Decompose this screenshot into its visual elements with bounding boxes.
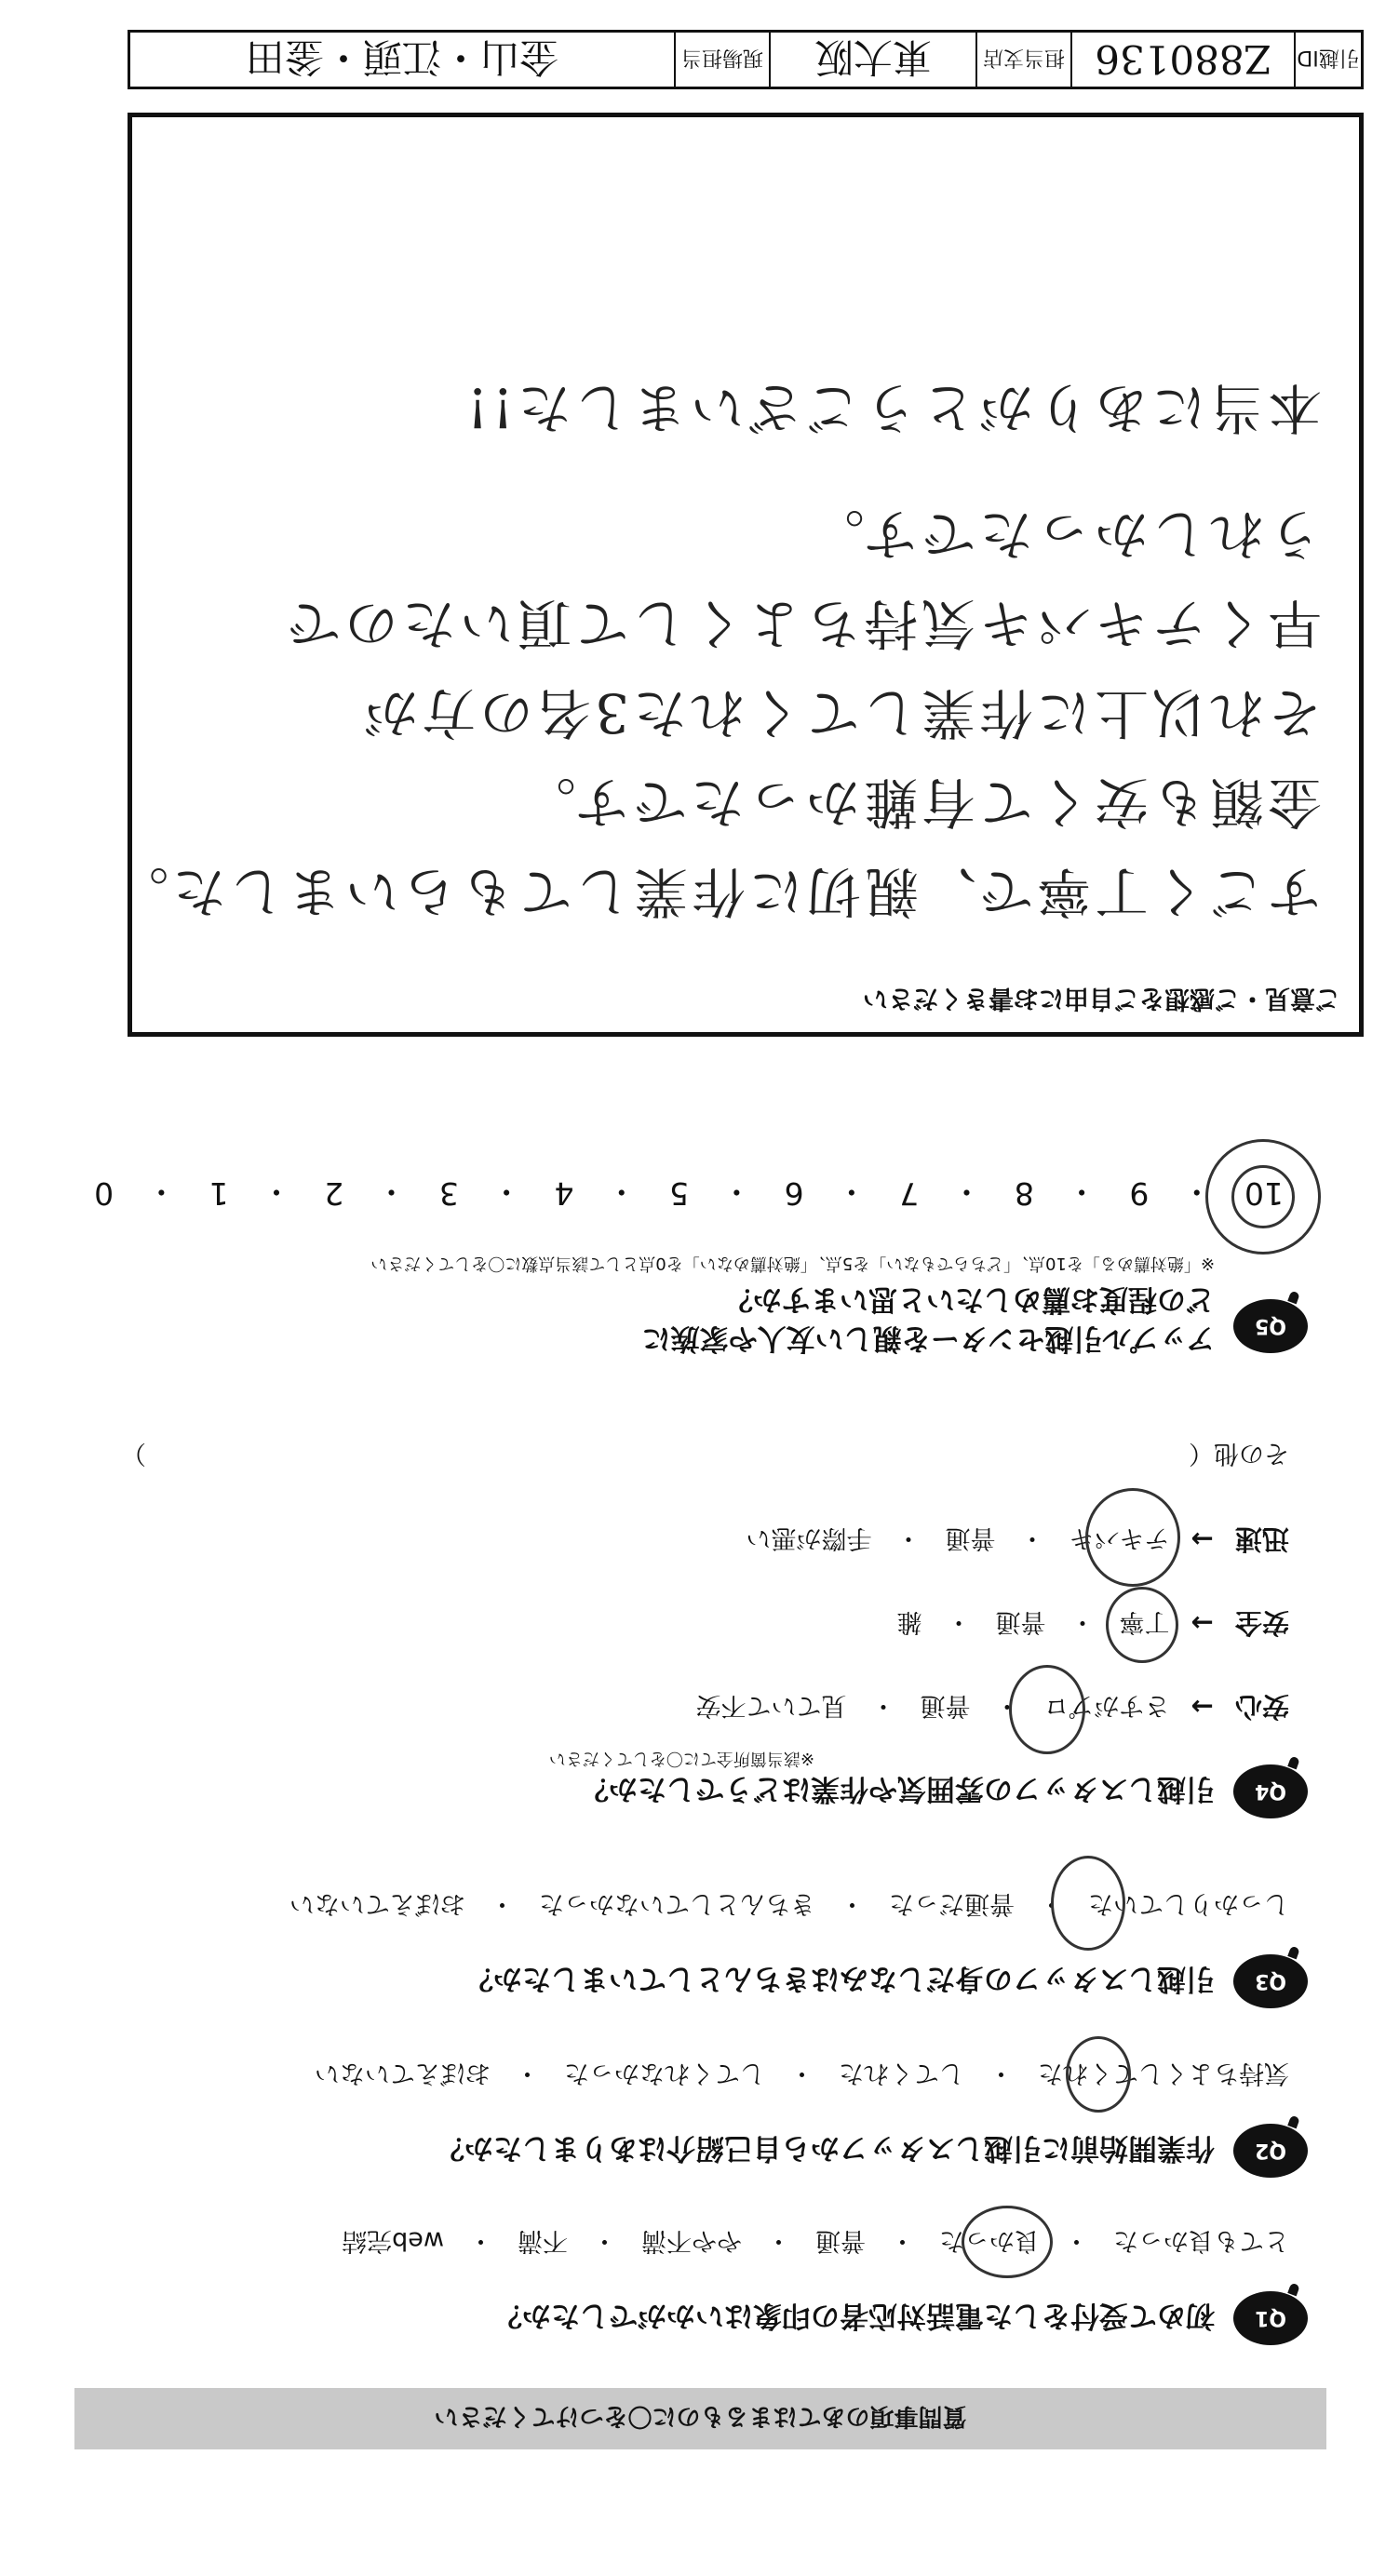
q5-badge: Q5	[1233, 1299, 1308, 1353]
id-value: Z880136	[1070, 33, 1294, 87]
instruction-band	[74, 2388, 1326, 2449]
comment-line: それ以上に作業してくれた3名の方が	[360, 681, 1322, 745]
branch-label: 担当支店	[975, 33, 1070, 87]
q4-row-jinsoku: 迅速 → テキパキ ・ 普通 ・ 手際が悪い	[746, 1522, 1289, 1560]
score-option[interactable]: 1	[209, 1175, 229, 1212]
q4-option[interactable]: 雑	[896, 1607, 922, 1636]
comment-title: ご意見・ご感想をご自由にお書きください	[863, 984, 1340, 1013]
score-option[interactable]: 6	[784, 1175, 804, 1212]
q4-option-selected[interactable]: テキパキ	[1069, 1523, 1169, 1559]
q1-option[interactable]: やや不満	[641, 2226, 742, 2255]
comment-line: うれしかったです。	[806, 503, 1322, 566]
arrow-icon: →	[1190, 1607, 1214, 1639]
q2-badge: Q2	[1233, 2124, 1308, 2178]
q2-question: 作業開始前に引越しスタッフから自己紹介はありましたか？	[436, 2131, 1215, 2165]
q5-note: ※「絶対薦める」を10点、「どちらでもない」を5点、「絶対薦めない」を0点として該当点数に〇をしてください	[370, 1254, 1215, 1273]
score-10-selected[interactable]: 10	[1244, 1175, 1284, 1212]
q1-question: 初めて受付をした電話対応者の印象はいかがでしたか？	[493, 2299, 1215, 2332]
score-option[interactable]: 4	[554, 1175, 574, 1212]
q3-options: しっかりしていた ・ 普通だった ・ きちんとしていなかった ・ おぼえていない	[289, 1888, 1289, 1925]
q4-badge: Q4	[1233, 1764, 1308, 1818]
q1-option[interactable]: とても良かった	[1113, 2226, 1289, 2255]
other-close: ）	[121, 1439, 146, 1468]
staff-value: 金山・江頭・釜田	[246, 34, 559, 80]
q3-option[interactable]: きちんとしていなかった	[539, 1889, 815, 1918]
score-option[interactable]: 8	[1014, 1175, 1034, 1212]
score-option[interactable]: 5	[669, 1175, 690, 1212]
comment-line: すごく丁寧で、親切に作業してもらいました。	[111, 860, 1322, 923]
q1-option[interactable]: 不満	[518, 2226, 568, 2255]
q4-option[interactable]: 普通	[995, 1607, 1046, 1636]
q3-question: 引越しスタッフの身だしなみはきちんとしていましたか？	[464, 1962, 1215, 1995]
q4-note: ※該当箇所全てに〇をしてください	[548, 1749, 814, 1768]
q4-option[interactable]: 普通	[920, 1691, 971, 1720]
q1-options: とても良かった ・ 良かった ・ 普通 ・ やや不満 ・ 不満 ・ web完結	[342, 2225, 1289, 2261]
score-option[interactable]: 3	[438, 1175, 459, 1212]
q5-question-line2: どの程度お薦めしたいと思いますか？	[724, 1282, 1215, 1316]
score-option[interactable]: 9	[1129, 1175, 1150, 1212]
q4-question: 引越しスタッフの雰囲気や作業はどうでしたか？	[580, 1772, 1215, 1805]
q1-option-selected[interactable]: 良かった	[939, 2225, 1040, 2261]
row-label: 安心	[1234, 1691, 1289, 1723]
q4-option-selected[interactable]: さすがプロ	[1043, 1690, 1169, 1726]
comment-line: 本当にありがとうございました!!	[463, 376, 1322, 439]
q3-badge: Q3	[1233, 1954, 1308, 2008]
q1-badge: Q1	[1233, 2291, 1308, 2345]
arrow-icon: →	[1190, 1691, 1214, 1723]
q4-option-selected[interactable]: 丁寧	[1119, 1606, 1169, 1643]
q2-options: 気持ちよくしてくれた ・ してくれた ・ してくれなかった ・ おぼえていない	[315, 2058, 1289, 2094]
q1-option[interactable]: 普通	[815, 2226, 866, 2255]
q3-option-selected[interactable]: しっかりしていた	[1088, 1888, 1289, 1925]
footer-table	[128, 30, 1364, 89]
q4-other[interactable]	[121, 1438, 1289, 1474]
id-label: 引越ID	[1294, 33, 1361, 87]
q4-row-anshin: 安心 → さすがプロ ・ 普通 ・ 見ていて不安	[695, 1689, 1289, 1727]
q2-option[interactable]: してくれなかった	[564, 2059, 765, 2087]
instruction-text: 質問事項のあてはまるものに〇をつけてください	[434, 2402, 967, 2431]
q2-option[interactable]: してくれた	[839, 2059, 964, 2087]
q5-scale: 10 ・ 9 ・ 8 ・ 7 ・ 6 ・ 5 ・ 4 ・ 3 ・ 2 ・ 1 ・ 0	[94, 1172, 1284, 1215]
branch-value: 東大阪	[769, 33, 975, 87]
row-label: 迅速	[1234, 1523, 1289, 1555]
comment-line: 早くテキパキ気持ちよくして頂いたので	[282, 592, 1322, 655]
score-option[interactable]: 7	[899, 1175, 920, 1212]
q4-option[interactable]: 見ていて不安	[695, 1691, 847, 1720]
q2-option[interactable]: おぼえていない	[315, 2059, 491, 2087]
q4-row-anzen: 安全 → 丁寧 ・ 普通 ・ 雑	[896, 1605, 1289, 1644]
q3-option[interactable]: おぼえていない	[289, 1889, 465, 1918]
row-label: 安全	[1234, 1607, 1289, 1639]
comment-line: 金額も安くて有難かったです。	[518, 771, 1322, 834]
flower-circle	[1205, 1139, 1321, 1254]
arrow-icon: →	[1190, 1523, 1214, 1555]
comment-box[interactable]	[111, 113, 1364, 1037]
q3-option[interactable]: 普通だった	[889, 1889, 1015, 1918]
score-option[interactable]: 2	[324, 1175, 344, 1212]
q2-option-selected[interactable]: 気持ちよくしてくれた	[1038, 2058, 1289, 2094]
score-option[interactable]: 0	[94, 1175, 114, 1212]
other-label: その他（	[1189, 1439, 1289, 1468]
q5-question-line1: アップル引越センターを親しい友人や家族に	[641, 1322, 1215, 1355]
staff-label: 現場担当	[674, 33, 769, 87]
q4-option[interactable]: 普通	[945, 1523, 996, 1552]
q1-option[interactable]: web完結	[342, 2226, 444, 2255]
q4-option[interactable]: 手際が悪い	[746, 1523, 872, 1552]
